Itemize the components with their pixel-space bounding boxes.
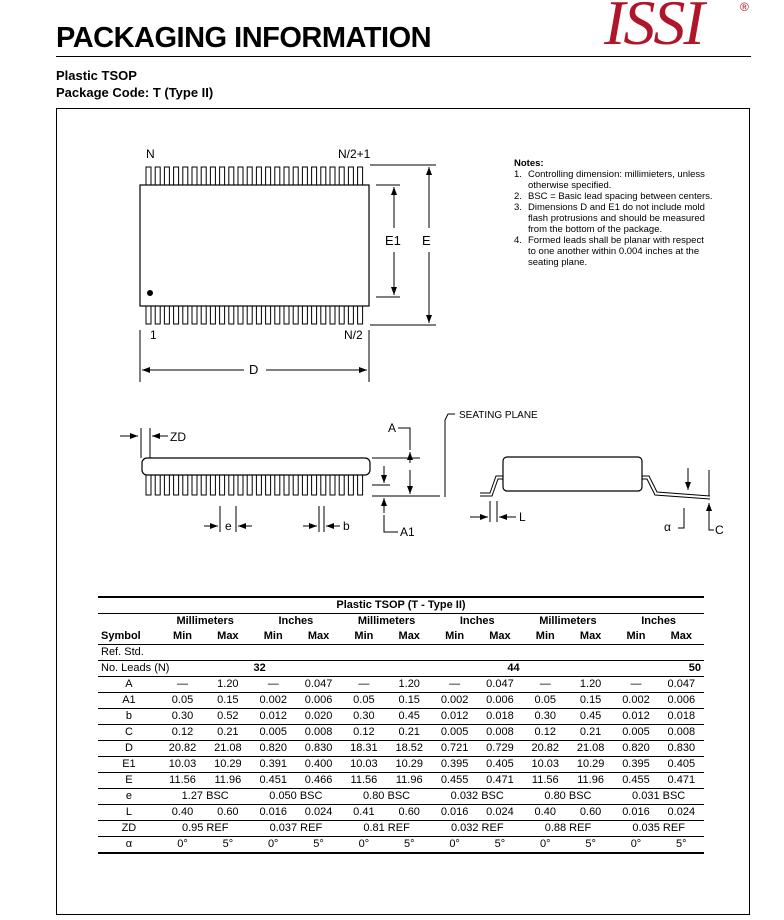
lead-pin [238,306,243,324]
label-a: A [388,421,397,435]
table-row: Ref. Std. [98,645,704,661]
lead-pin [174,475,179,495]
table-row: ZD 0.95 REF 0.037 REF 0.81 REF 0.032 REF 0.88 REF 0.035 REF [98,821,704,837]
label-b: b [343,519,350,533]
table-row: D 20.82 21.08 0.820 0.830 18.31 18.52 0.721 0.729 20.82 21.08 0.820 0.830 [98,741,704,757]
lead-pin [330,167,335,185]
label-1: 1 [150,328,157,342]
note-item: 1. Controlling dimension: millimieters, unless otherwise specified. [514,169,705,191]
lead-pin [256,475,261,495]
lead-pin [330,475,335,495]
lead-pin [201,475,206,495]
label-alpha: α [664,520,671,534]
lead-pin [155,306,160,324]
note-item: 3. Dimensions D and E1 do not include mold flash protrusions and should be measured from the bottom of the package. [514,202,705,235]
lead-pin [293,167,298,185]
label-e: E [422,233,431,248]
side-pins [146,475,363,495]
lead-pin [183,167,188,185]
lead-pin [358,475,363,495]
lead-pin [321,475,326,495]
table-row: L 0.40 0.60 0.016 0.024 0.41 0.60 0.016 0.024 0.40 0.60 0.016 0.024 [98,805,704,821]
lead-pin [164,475,169,495]
issi-logo: ISSI [604,0,703,58]
label-e-small: e [225,519,232,533]
lead-pin [164,167,169,185]
lead-pin [210,306,215,324]
table-row: A — 1.20 — 0.047 — 1.20 — 0.047 — 1.20 — 0.047 [98,677,704,693]
note-item: 2. BSC = Basic lead spacing between centers. [514,191,713,202]
lead-pin [339,475,344,495]
lead-pin [293,475,298,495]
label-l: L [519,510,526,524]
label-n: N [146,147,155,161]
label-e1: E1 [385,233,401,248]
lead-pin [192,167,197,185]
lead-pin [358,306,363,324]
lead-pin [321,306,326,324]
lead-pin [302,475,307,495]
lead-pin [174,306,179,324]
lead-pin [284,167,289,185]
lead-pin [312,475,317,495]
lead-pin [339,167,344,185]
pin1-dot [147,290,153,296]
top-pins [146,167,363,185]
lead-pin [312,167,317,185]
lead-pin [312,306,317,324]
lead-pin [210,167,215,185]
lead-pin [266,475,271,495]
lead-pin [247,475,252,495]
lead-pin [201,167,206,185]
lead-pin [183,475,188,495]
lead-pin [256,167,261,185]
lead-pin [238,475,243,495]
lead-pin [229,306,234,324]
label-a1: A1 [400,525,415,539]
lead-pin [220,475,225,495]
table-col-header: Symbol Min Max Min Max Min Max Min Max Min Max Min Max [98,629,704,645]
lead-pin [302,306,307,324]
lead-pin [201,306,206,324]
lead-pin [247,306,252,324]
lead-pin [247,167,252,185]
bottom-pins [146,306,363,324]
label-d: D [249,362,259,377]
registered-mark: ® [740,0,749,14]
note-item: 4. Formed leads shall be planar with respect to one another within 0.004 inches at the seating plane. [514,235,704,268]
lead-pin [146,475,151,495]
lead-pin [229,475,234,495]
lead-pin [174,167,179,185]
lead-pin [275,167,280,185]
lead-pin [146,306,151,324]
table-row: b 0.30 0.52 0.012 0.020 0.30 0.45 0.012 0.018 0.30 0.45 0.012 0.018 [98,709,704,725]
table-group-header: Millimeters Inches Millimeters Inches Millimeters Inches [176,615,677,627]
table-row: e 1.27 BSC 0.050 BSC 0.80 BSC 0.032 BSC 0.80 BSC 0.031 BSC [98,789,704,805]
table-row: α 0° 5° 0° 5° 0° 5° 0° 5° 0° 5° 0° 5° [98,837,704,854]
lead-pin [348,167,353,185]
table-caption: Plastic TSOP (T - Type II) [98,597,704,614]
lead-pin [164,306,169,324]
package-body-side [142,458,370,475]
table-row: E 11.56 11.96 0.451 0.466 11.56 11.96 0.455 0.471 11.56 11.96 0.455 0.471 [98,773,704,789]
label-seating-plane: SEATING PLANE [459,410,538,421]
side-view [120,350,440,532]
lead-pin [220,306,225,324]
lead-pin [238,167,243,185]
lead-pin [210,475,215,495]
lead-pin [229,167,234,185]
lead-pin [256,306,261,324]
label-n2: N/2 [344,328,363,342]
lead-pin [220,167,225,185]
lead-pin [284,475,289,495]
lead-pin [192,475,197,495]
label-c: C [715,523,724,537]
package-code: Package Code: T (Type II) [56,85,214,100]
lead-pin [348,475,353,495]
package-type: Plastic TSOP [56,68,137,83]
lead-pin [321,167,326,185]
lead-pin [275,475,280,495]
lead-pin [284,306,289,324]
dimension-table [98,596,704,854]
label-zd: ZD [170,430,186,444]
table-row: A1 0.05 0.15 0.002 0.006 0.05 0.15 0.002 0.006 0.05 0.15 0.002 0.006 [98,693,704,709]
lead-pin [339,306,344,324]
lead-pin [358,167,363,185]
end-view [445,414,714,530]
lead-pin [302,167,307,185]
lead-pin [183,306,188,324]
lead-pin [266,167,271,185]
lead-pin [146,167,151,185]
lead-pin [293,306,298,324]
top-view [140,165,436,382]
lead-pin [330,306,335,324]
lead-pin [192,306,197,324]
package-body-top [140,185,369,306]
table-row: C 0.12 0.21 0.005 0.008 0.12 0.21 0.005 0.008 0.12 0.21 0.005 0.008 [98,725,704,741]
lead-pin [275,306,280,324]
label-n2p1: N/2+1 [338,147,371,161]
package-body-end [503,457,642,491]
lead-pin [155,167,160,185]
lead-pin [266,306,271,324]
table-row: E1 10.03 10.29 0.391 0.400 10.03 10.29 0.395 0.405 10.03 10.29 0.395 0.405 [98,757,704,773]
table-row-leads: No. Leads (N) 32 44 50 [98,661,704,677]
page-title: PACKAGING INFORMATION [56,22,432,54]
lead-pin [348,306,353,324]
notes [514,158,714,268]
notes-heading: Notes: [514,158,544,169]
lead-pin [155,475,160,495]
